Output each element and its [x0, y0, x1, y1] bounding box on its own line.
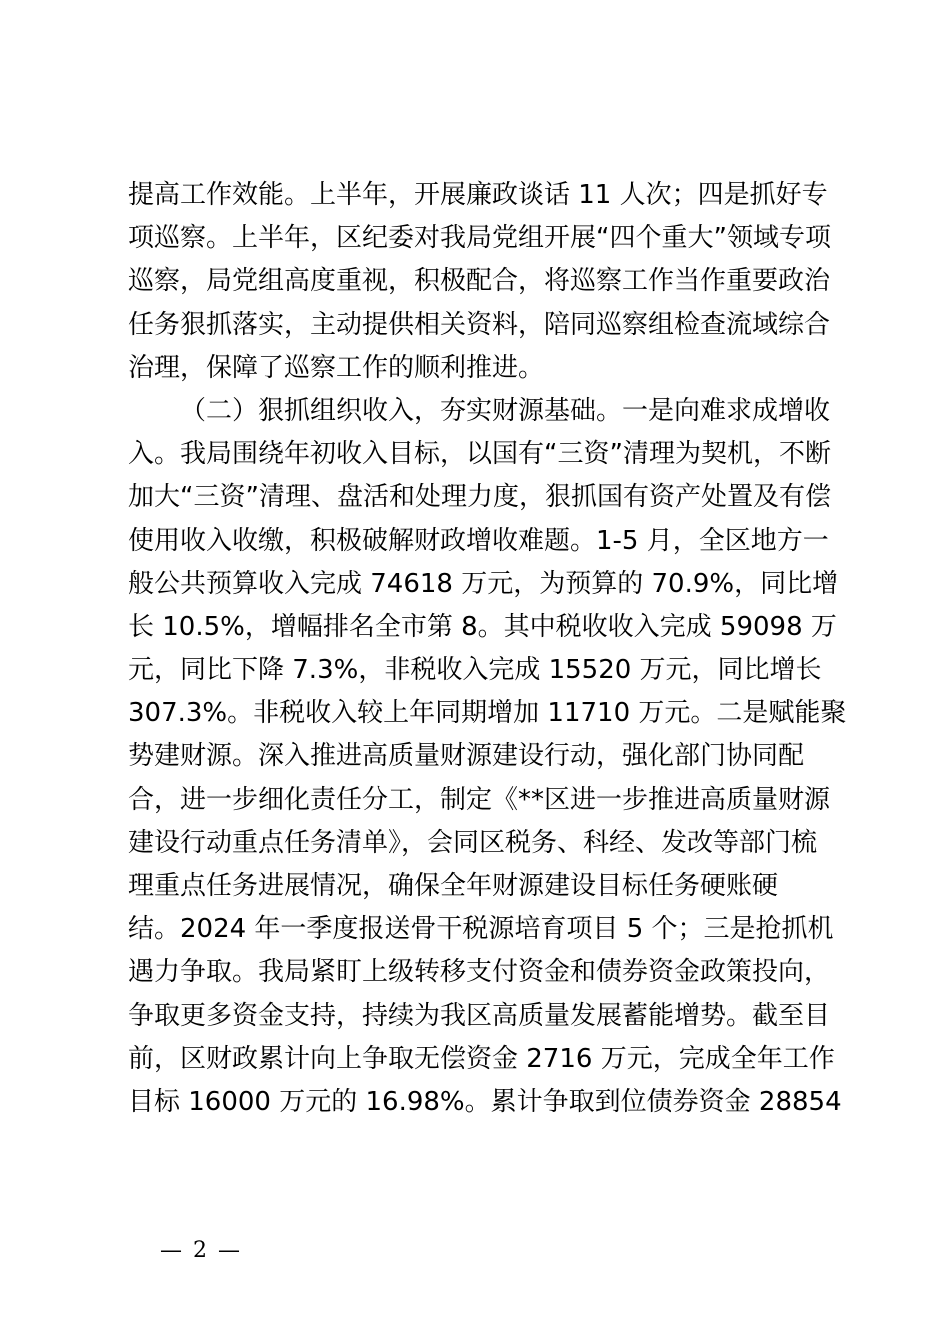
text-line: 建设行动重点任务清单》，会同区税务、科经、发改等部门梳: [128, 827, 818, 858]
text-line: 任务狠抓落实，主动提供相关资料，陪同巡察组检查流域综合: [128, 309, 831, 340]
text-line: 长 10.5%，增幅排名全市第 8。其中税收收入完成 59098 万: [128, 611, 837, 642]
text-line: 般公共预算收入完成 74618 万元，为预算的 70.9%，同比增: [128, 568, 839, 599]
text-line: 巡察，局党组高度重视，积极配合，将巡察工作当作重要政治: [128, 266, 831, 297]
text-line: 遇力争取。我局紧盯上级转移支付资金和债券资金政策投向，: [128, 957, 831, 988]
text-line: 合，进一步细化责任分工，制定《**区进一步推进高质量财源: [128, 784, 831, 815]
text-line: 使用收入收缴，积极破解财政增收难题。1-5 月，全区地方一: [128, 525, 829, 556]
section-heading-line: （二）狠抓组织收入，夯实财源基础。一是向难求成增收: [180, 395, 831, 426]
text-line: 目标 16000 万元的 16.98%。累计争取到位债券资金 28854: [128, 1086, 842, 1117]
text-line: 入。我局围绕年初收入目标，以国有“三资”清理为契机，不断: [128, 439, 831, 470]
text-line: 前，区财政累计向上争取无偿资金 2716 万元，完成全年工作: [128, 1043, 835, 1074]
text-line: 加大“三资”清理、盘活和处理力度，狠抓国有资产处置及有偿: [128, 482, 831, 513]
text-line: 项巡察。上半年，区纪委对我局党组开展“四个重大”领域专项: [128, 223, 831, 254]
text-line: 元，同比下降 7.3%，非税收入完成 15520 万元，同比增长: [128, 655, 822, 686]
text-line: 争取更多资金支持，持续为我区高质量发展蓄能增势。截至目: [128, 1000, 831, 1031]
text-line: 理重点任务进展情况，确保全年财源建设目标任务硬账硬: [128, 871, 779, 901]
page-number: — 2 —: [160, 1238, 242, 1263]
text-line: 提高工作效能。上半年，开展廉政谈话 11 人次；四是抓好专: [128, 180, 828, 210]
text-line: 势建财源。深入推进高质量财源建设行动，强化部门协同配: [128, 741, 805, 772]
text-line: 结。2024 年一季度报送骨干税源培育项目 5 个；三是抢抓机: [128, 914, 834, 945]
body-text: [128, 174, 847, 1124]
text-line: 307.3%。非税收入较上年同期增加 11710 万元。二是赋能聚: [128, 698, 847, 729]
text-line: 治理，保障了巡察工作的顺利推进。: [128, 352, 545, 383]
